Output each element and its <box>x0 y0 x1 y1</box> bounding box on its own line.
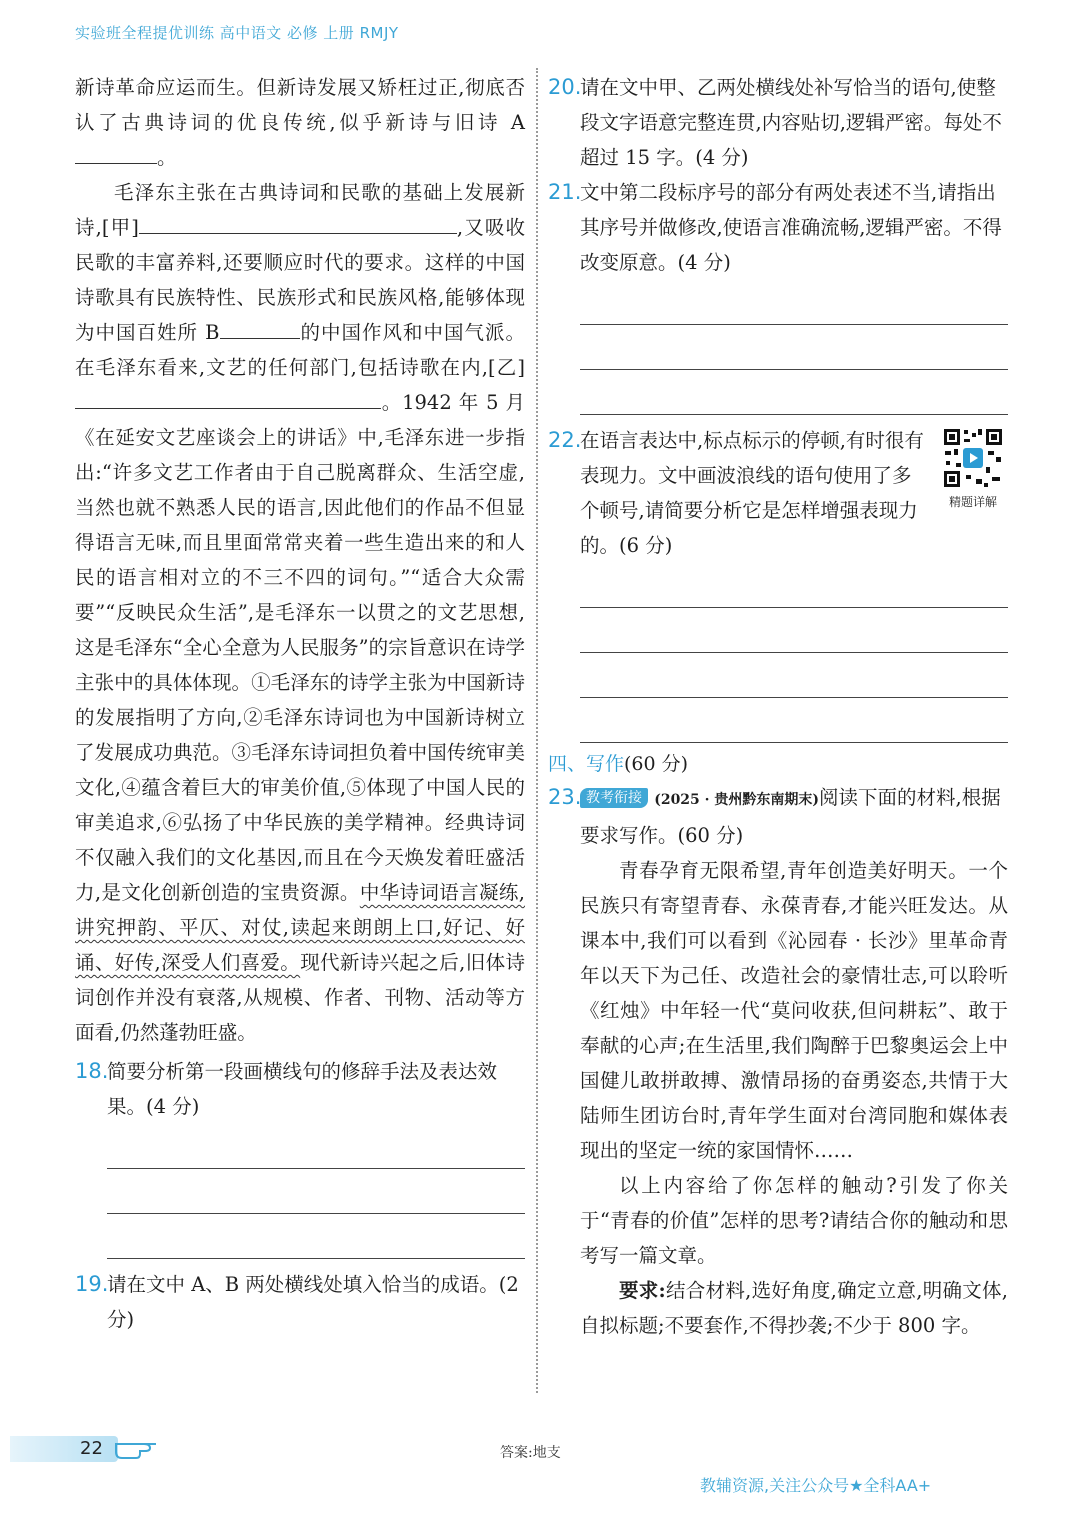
blank-a[interactable] <box>75 143 157 164</box>
answer-line[interactable] <box>580 563 1008 608</box>
passage-text: ,又吸收民歌的丰富养料,还要顺应时代的要求。这样的中国诗歌具有民族特性、民族形式和民族风格,能够体现为中国百姓所 B <box>75 216 525 344</box>
requirements-label: 要求: <box>619 1279 666 1302</box>
question-number: 22. <box>548 428 582 452</box>
blank-yi-continued[interactable] <box>301 388 381 409</box>
material-paragraph: 青春孕育无限希望,青年创造美好明天。一个民族只有寄望青春、永葆青春,才能兴旺发达。从课本中,我们可以看到《沁园春 · 长沙》里革命青年以天下为己任、改造社会的豪情壮志,可以聆听《红烛》中年轻一代“莫问收获,但问耕耘”、敢于奉献的心声;在生活里,我们陶醉于巴黎奥运会上中国健儿敢拼敢搏、激情昂扬的奋勇姿态,共情于大陆师生团访台时,青年学生面对台湾同胞和媒体表现出的坚定一统的家国情怀…… <box>580 859 1008 1162</box>
question-number: 20. <box>548 75 582 99</box>
question-text: 文中第二段标序号的部分有两处表述不当,请指出其序号并做修改,使语言准确流畅,逻辑严密。不得改变原意。(4 分) <box>580 181 1002 274</box>
passage-paragraph-1 <box>75 70 525 175</box>
question-22-block <box>548 423 1008 563</box>
answer-line[interactable] <box>107 1214 525 1259</box>
requirements-text: 结合材料,选好角度,确定立意,明确文体,自拟标题;不要套作,不得抄袭;不少于 800 字。 <box>580 1279 1008 1337</box>
passage-text: 。1942 年 5 月《在延安文艺座谈会上的讲话》中,毛泽东进一步指出:“许多文艺工作者由于自己脱离群众、生活空虚,当然也就不熟悉人民的语言,因此他们的作品不但显得语言无味,而且里面常常夹着一些生造出来的和人民的语言相对立的不三不四的词句。”“适合大众需要”“反映民众生活”,是毛泽东一以贯之的文艺思想,这是毛泽东“全心全意为人民服务”的宗旨意识在诗学主张中的具体体现。①毛泽东的诗学主张为中国新诗的发展指明了方向,②毛泽东诗词也为中国新诗树立了发展成功典范。③毛泽东诗词担负着中国传统审美文化,④蕴含着巨大的审美价值,⑤体现了中国人民的审美追求,⑥弘扬了中华民族的美学精神。经典诗词不仅融入我们的文化基因,而且在今天焕发着旺盛活力,是文化创新创造的宝贵资源。 <box>75 391 525 904</box>
material-prompt: 以上内容给了你怎样的触动?引发了你关于“青春的价值”怎样的思考?请结合你的触动和思考写一篇文章。 <box>580 1174 1008 1267</box>
passage-text: 毛泽东主张在古典诗词和民歌的基础上发展新诗,[甲] <box>75 181 525 239</box>
answer-line[interactable] <box>580 653 1008 698</box>
running-header: 实验班全程提优训练 高中语文 必修 上册 RMJY <box>75 24 399 42</box>
answer-line[interactable] <box>107 1169 525 1214</box>
blank-b[interactable] <box>220 318 300 339</box>
answer-footnote: 答案:地支 <box>500 1445 561 1461</box>
question-23 <box>548 780 1008 853</box>
wavy-underlined-sentence: 中华诗词语言凝练,讲究押韵、平仄、对仗,读起来朗朗上口,好记、好诵、好传,深受人们喜爱。 <box>75 881 526 974</box>
question-text: 简要分析第一段画横线句的修辞手法及表达效果。(4 分) <box>107 1060 498 1118</box>
answer-line[interactable] <box>107 1124 525 1169</box>
passage-text: 的中国作风和中国气派。在毛泽东看来,文艺的任何部门,包括诗歌在内,[乙] <box>75 321 525 379</box>
writing-requirements <box>580 1273 1008 1343</box>
section-title: 四、写作 <box>548 753 625 775</box>
section-points: (60 分) <box>624 753 689 775</box>
question-text: 请在文中甲、乙两处横线处补写恰当的语句,使整段文字语意完整连贯,内容贴切,逻辑严密。每处不超过 15 字。(4 分) <box>580 76 1002 169</box>
question-text: 阅读下面的材料,根据要求写作。(60 分) <box>580 786 1001 847</box>
question-number: 18. <box>75 1059 109 1083</box>
answer-line[interactable] <box>580 325 1008 370</box>
page-number-tab <box>10 1432 160 1466</box>
answer-line[interactable] <box>580 280 1008 325</box>
question-20 <box>548 70 1008 175</box>
page-number: 22 <box>80 1438 103 1459</box>
right-column <box>548 70 1008 1343</box>
writing-material <box>548 853 1008 1343</box>
question-number: 19. <box>75 1272 109 1296</box>
question-19 <box>75 1267 525 1337</box>
qr-code-icon <box>942 427 1004 489</box>
passage-text: 现代新诗兴起之后,旧体诗词创作并没有衰落,从规模、作者、刊物、活动等方面看,仍然蓬勃旺盛。 <box>75 951 525 1044</box>
exam-link-badge: 教考衔接 <box>580 788 648 808</box>
qr-code[interactable] <box>938 427 1008 510</box>
pointing-hand-icon <box>114 1434 160 1464</box>
question-number: 23. <box>548 785 582 809</box>
question-text: 在语言表达中,标点标示的停顿,有时很有表现力。文中画波浪线的语句使用了多个顿号,请简要分析它是怎样增强表现力的。(6 分) <box>580 429 924 557</box>
answer-line[interactable] <box>580 698 1008 743</box>
watermark-text: 教辅资源,关注公众号★全科AA+ <box>700 1476 932 1495</box>
question-18 <box>75 1054 525 1124</box>
column-divider <box>536 68 538 1393</box>
section-writing-heading <box>548 749 1008 776</box>
question-number: 21. <box>548 180 582 204</box>
passage-paragraph-2 <box>75 175 525 1050</box>
qr-label: 精题详解 <box>948 495 997 509</box>
answer-line[interactable] <box>580 608 1008 653</box>
answer-line[interactable] <box>580 370 1008 415</box>
question-text: 请在文中 A、B 两处横线处填入恰当的成语。(2 分) <box>107 1273 519 1331</box>
left-column <box>75 70 525 1337</box>
passage-text: 。 <box>157 146 177 169</box>
blank-yi[interactable] <box>75 388 301 409</box>
blank-jia[interactable] <box>139 213 457 234</box>
question-source: (2025 · 贵州黔东南期末) <box>654 792 820 808</box>
question-21 <box>548 175 1008 280</box>
passage-text: 新诗革命应运而生。但新诗发展又矫枉过正,彻底否认了古典诗词的优良传统,似乎新诗与旧诗 A <box>75 76 525 134</box>
